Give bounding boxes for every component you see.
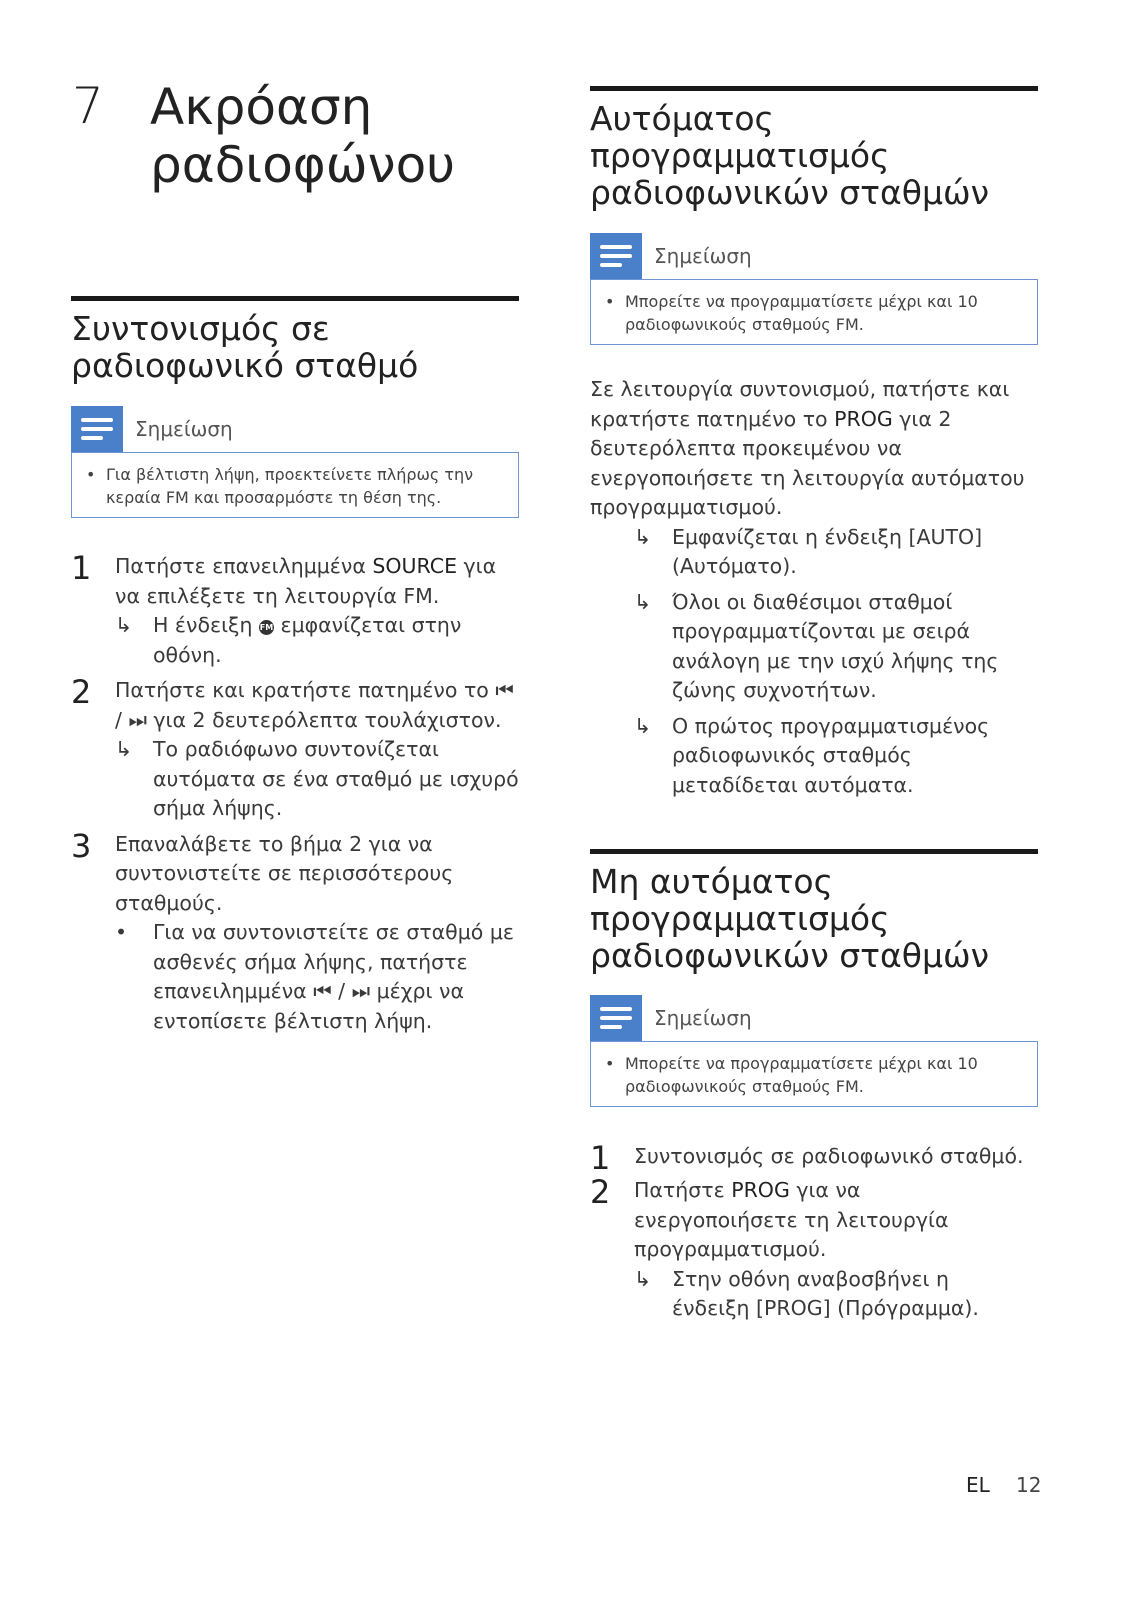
page-number: 12 xyxy=(1016,1473,1042,1497)
step-text: για 2 δευτερόλεπτα τουλάχιστον. xyxy=(146,707,502,732)
bullet: • xyxy=(605,292,615,311)
result-text: Ο πρώτος προγραμματισμένος ραδιοφωνικός σταθμός μεταδίδεται αυτόματα. xyxy=(672,713,990,797)
result-arrow-icon: ↳ xyxy=(634,524,652,549)
note-label: Σημείωση xyxy=(135,417,233,441)
paragraph-text: για 2 δευτερόλεπτα προκειμένου να ενεργοποιήσετε τη λειτουργία αυτόματου προγραμματισμού. xyxy=(590,406,1025,519)
step xyxy=(590,1173,1030,1324)
fm-icon: FM xyxy=(259,620,274,635)
previous-icon: ⏮ xyxy=(495,678,514,702)
step-number: 1 xyxy=(590,1139,611,1177)
note-box xyxy=(590,1041,1038,1107)
step-number: 2 xyxy=(590,1173,611,1211)
separator: / xyxy=(331,979,352,1003)
result-text: Για να συντονιστείτε σε σταθμό με ασθενές σήμα λήψης, πατήστε επανειλημμένα xyxy=(153,920,514,1003)
step-text: Πατήστε xyxy=(634,1178,732,1202)
prog-keyword: PROG xyxy=(834,406,893,431)
result-arrow-icon: ↳ xyxy=(115,737,133,761)
step-text: για να ενεργοποιήσετε τη λειτουργία προγραμματισμού. xyxy=(634,1178,949,1261)
section-rule xyxy=(71,296,519,301)
result-arrow-icon: ↳ xyxy=(634,589,652,614)
step xyxy=(71,673,523,824)
note-text: Για βέλτιστη λήψη, προεκτείνετε πλήρως την κεραία FM και προσαρμόστε τη θέση της. xyxy=(106,465,474,507)
step-number: 1 xyxy=(71,549,92,587)
bullet: • xyxy=(115,920,128,944)
result-text: εμφανίζεται στην οθόνη. xyxy=(153,613,462,667)
result-text: Όλοι οι διαθέσιμοι σταθμοί προγραμματίζονται με σειρά ανάλογη με την ισχύ λήψης της ζώνης συχνοτήτων. xyxy=(672,589,999,702)
result-text: Το ραδιόφωνο συντονίζεται αυτόματα σε ένα σταθμό με ισχυρό σήμα λήψης. xyxy=(153,737,519,820)
note-box xyxy=(71,452,519,518)
steps-tune xyxy=(71,549,523,1042)
step xyxy=(71,826,523,1037)
next-icon: ⏭ xyxy=(351,979,371,1003)
note-text: Μπορείτε να προγραμματίσετε μέχρι και 10 ραδιοφωνικούς σταθμούς FM. xyxy=(625,292,978,334)
result-arrow-icon: ↳ xyxy=(634,713,652,738)
note-icon xyxy=(590,995,642,1041)
footer-language: EL xyxy=(966,1473,990,1497)
note-header xyxy=(590,995,752,1041)
chapter-number: 7 xyxy=(72,77,104,135)
note-icon xyxy=(71,406,123,452)
section-rule xyxy=(590,849,1038,854)
result-arrow-icon: ↳ xyxy=(115,613,133,637)
note-label: Σημείωση xyxy=(654,1006,752,1030)
paragraph-text: Σε λειτουργία συντονισμού, πατήστε και κρατήστε πατημένο το xyxy=(590,377,1010,431)
note-header xyxy=(590,233,752,279)
note-label: Σημείωση xyxy=(654,244,752,268)
result-text: Εμφανίζεται η ένδειξη [AUTO] (Αυτόματο). xyxy=(672,524,983,578)
section-heading-auto: Αυτόματος προγραμματισμός ραδιοφωνικών σταθμών xyxy=(590,99,990,212)
next-icon: ⏭ xyxy=(128,707,147,732)
auto-instructions xyxy=(590,375,1030,800)
section-rule xyxy=(590,86,1038,91)
result-arrow-icon: ↳ xyxy=(634,1266,652,1291)
step-text: για να επιλέξετε τη λειτουργία FM. xyxy=(115,554,497,608)
prog-keyword: PROG xyxy=(731,1178,790,1202)
note-text: Μπορείτε να προγραμματίσετε μέχρι και 10 ραδιοφωνικούς σταθμούς FM. xyxy=(625,1054,978,1096)
step-number: 2 xyxy=(71,673,92,711)
steps-manual xyxy=(590,1139,1030,1330)
result-text: Η ένδειξη xyxy=(153,613,259,637)
section-heading-tune: Συντονισμός σε ραδιοφωνικό σταθμό xyxy=(71,309,419,385)
previous-icon: ⏮ xyxy=(313,979,332,1003)
step xyxy=(590,1139,1030,1177)
step-text: Συντονισμός σε ραδιοφωνικό σταθμό. xyxy=(634,1144,1024,1168)
note-icon xyxy=(590,233,642,279)
step xyxy=(71,549,523,670)
bullet: • xyxy=(605,1054,615,1073)
separator: / xyxy=(115,707,129,732)
result-text: μέχρι να εντοπίσετε βέλτιστη λήψη. xyxy=(153,979,464,1033)
source-keyword: SOURCE xyxy=(372,554,458,578)
note-header xyxy=(71,406,233,452)
section-heading-manual: Μη αυτόματος προγραμματισμός ραδιοφωνικών σταθμών xyxy=(590,862,990,975)
note-box xyxy=(590,279,1038,345)
step-text: Πατήστε και κρατήστε πατημένο το xyxy=(115,678,496,702)
result-text: Στην οθόνη αναβοσβήνει η ένδειξη [PROG] (Πρόγραμμα). xyxy=(672,1266,979,1320)
step-text: Πατήστε επανειλημμένα xyxy=(115,554,373,578)
bullet: • xyxy=(86,465,96,484)
chapter-title: Ακρόαση ραδιοφώνου xyxy=(150,78,456,194)
step-text: Επαναλάβετε το βήμα 2 για να συντονιστείτε σε περισσότερους σταθμούς. xyxy=(115,831,454,915)
step-number: 3 xyxy=(71,826,92,865)
